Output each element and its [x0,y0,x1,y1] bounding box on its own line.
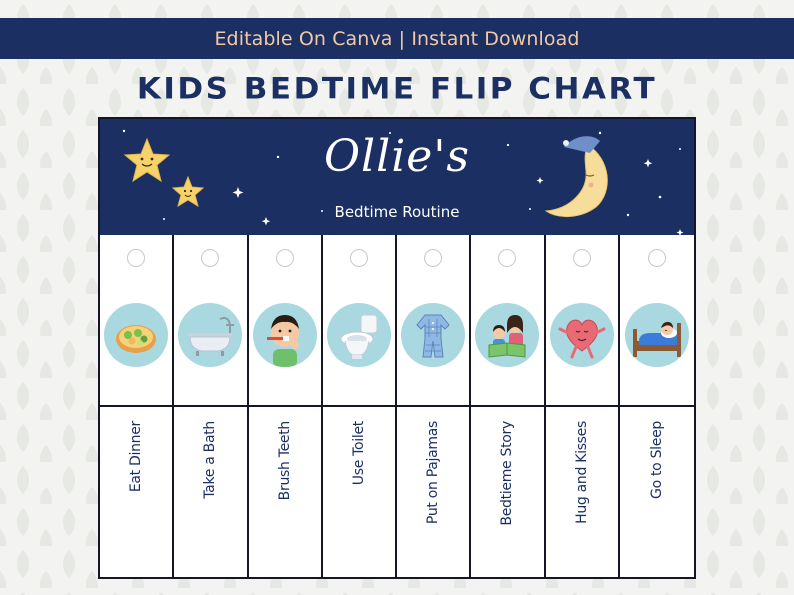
punch-hole [424,249,442,267]
step-card [249,235,323,577]
row-divider [249,405,321,407]
row-divider [323,405,395,407]
row-divider [620,405,694,407]
punch-hole [201,249,219,267]
step-label: Put on Pajamas [425,421,442,525]
step-label-area [620,409,694,575]
punch-hole [648,249,666,267]
punch-hole [276,249,294,267]
row-divider [100,405,172,407]
banner-text: Editable On Canva | Instant Download [214,27,580,50]
bathtub-icon [178,303,242,367]
step-label: Take a Bath [202,421,219,499]
step-label: Bedtieme Story [499,421,516,526]
step-label: Eat Dinner [128,421,145,493]
step-label-area [323,409,395,575]
pajamas-icon [401,303,465,367]
row-divider [471,405,543,407]
step-card [100,235,174,577]
step-label: Hug and Kisses [573,421,590,524]
step-card [546,235,620,577]
step-label-area [546,409,618,575]
punch-hole [350,249,368,267]
sleeping-child-icon [625,303,689,367]
row-divider [397,405,469,407]
step-card [397,235,471,577]
page-title-text: KIDS BEDTIME FLIP CHART [136,71,658,107]
step-label-area [471,409,543,575]
child-name: Ollie's [323,131,470,182]
step-label-area [249,409,321,575]
step-label: Use Toilet [350,421,367,486]
step-card [323,235,397,577]
step-label-area [100,409,172,575]
step-card [174,235,248,577]
row-divider [546,405,618,407]
punch-hole [498,249,516,267]
step-label: Go to Sleep [648,421,665,499]
heart-hug-icon [550,303,614,367]
flip-chart [98,117,696,579]
page-title [0,66,794,112]
chart-subtitle: Bedtime Routine [334,203,460,221]
step-label: Brush Teeth [276,421,293,501]
step-label-area [397,409,469,575]
punch-hole [573,249,591,267]
dinner-plate-icon [104,303,168,367]
step-card [471,235,545,577]
bedtime-story-icon [475,303,539,367]
step-card [620,235,694,577]
row-divider [174,405,246,407]
routine-steps [100,235,694,577]
chart-header [100,119,694,235]
step-label-area [174,409,246,575]
toilet-icon [327,303,391,367]
brushing-teeth-icon [253,303,317,367]
punch-hole [127,249,145,267]
top-banner [0,18,794,59]
